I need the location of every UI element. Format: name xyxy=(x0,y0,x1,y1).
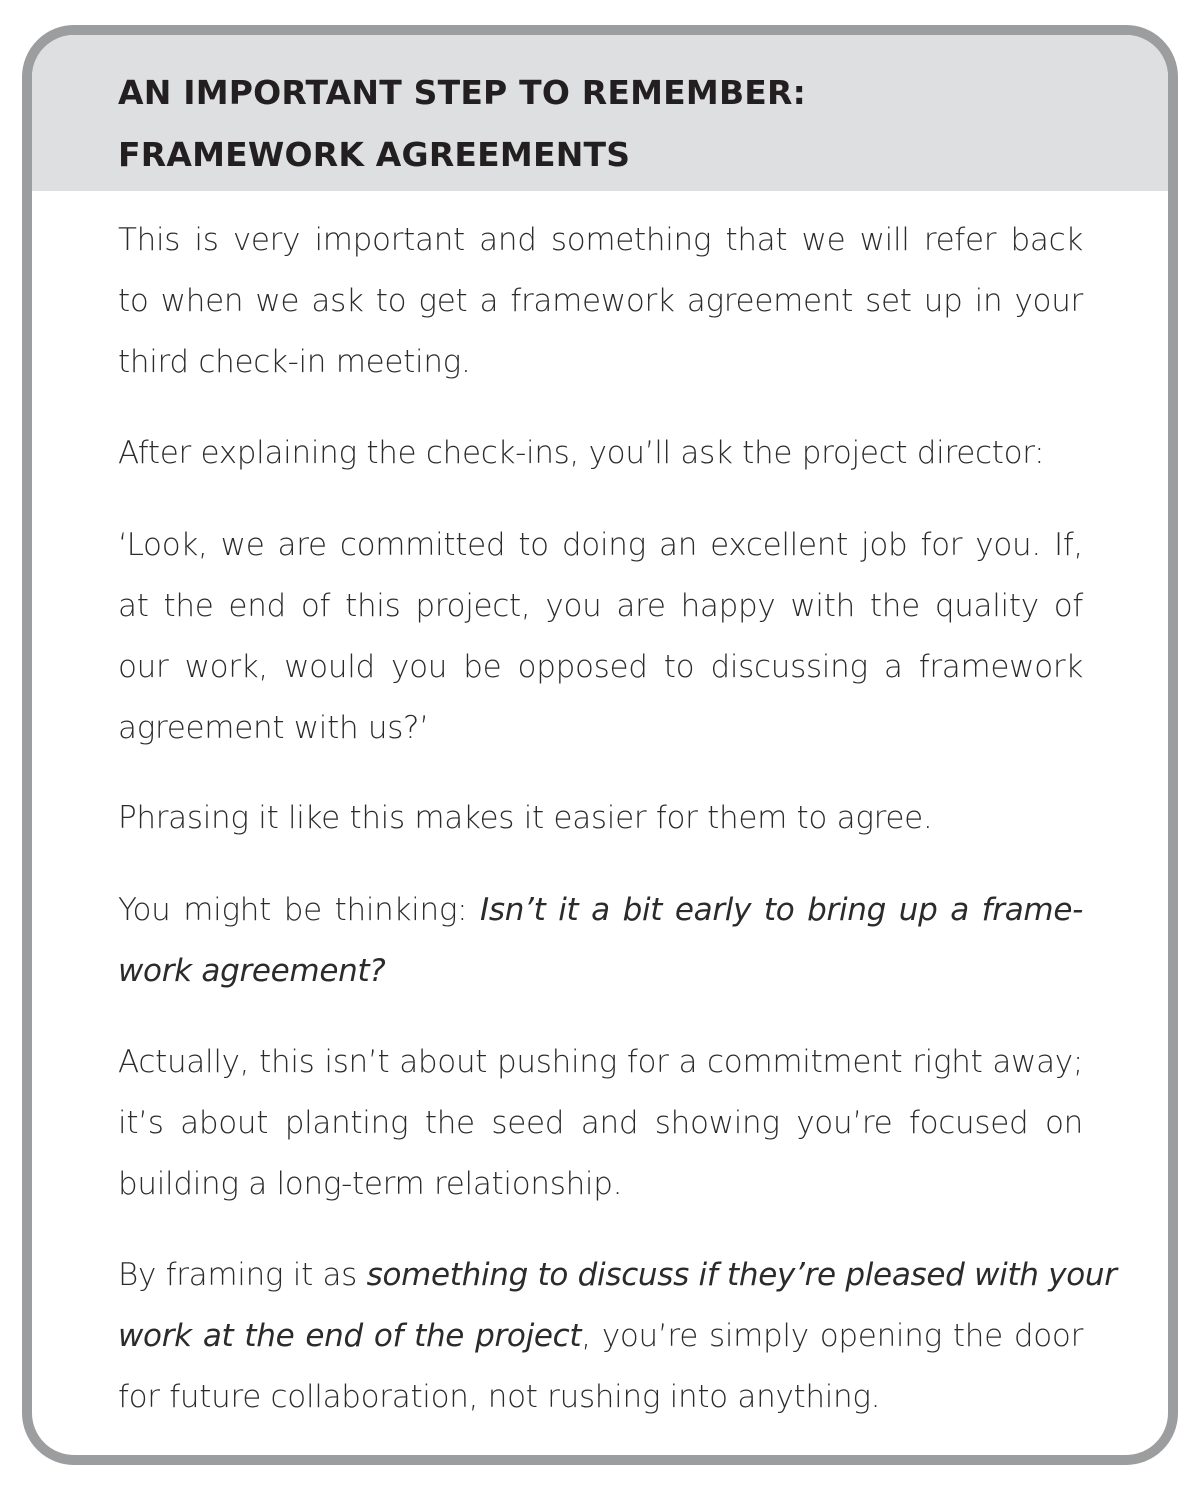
paragraph-1-line-3 xyxy=(118,341,1083,383)
italic-text: Isn’t it a bit early to bring up a frame- xyxy=(480,892,1083,928)
body-text: ‘Look, we are committed to doing an excellent job for you. If, xyxy=(118,527,1083,563)
paragraph-2-line-1 xyxy=(118,432,1083,474)
body-text: This is very important and something that we will refer back xyxy=(118,222,1083,258)
paragraph-6-line-3 xyxy=(118,1163,1083,1205)
paragraph-7-line-3 xyxy=(118,1376,1083,1418)
italic-text: work agreement? xyxy=(118,953,386,989)
paragraph-3-line-4 xyxy=(118,707,1083,749)
body-text: agreement with us?’ xyxy=(118,710,429,746)
paragraph-6-line-2 xyxy=(118,1102,1083,1144)
body-text: third check-in meeting. xyxy=(118,344,471,380)
paragraph-3-line-2 xyxy=(118,585,1083,627)
body-text: Actually, this isn’t about pushing for a commitment right away; xyxy=(118,1044,1083,1080)
body-text: our work, would you be opposed to discussing a framework xyxy=(118,649,1083,685)
paragraph-3-line-3 xyxy=(118,646,1083,688)
callout-header xyxy=(32,35,1168,191)
body-text: You might be thinking: xyxy=(118,892,481,928)
paragraph-7-line-2 xyxy=(118,1315,1083,1357)
body-text: , you’re simply opening the door xyxy=(581,1318,1084,1354)
italic-text: something to discuss if they’re pleased with your xyxy=(366,1257,1117,1293)
body-text: at the end of this project, you are happy with the quality of xyxy=(118,588,1083,624)
paragraph-4-line-1 xyxy=(118,797,1083,839)
framework-agreements-callout-box xyxy=(22,25,1178,1465)
body-text: building a long-term relationship. xyxy=(118,1166,623,1202)
body-text: After explaining the check-ins, you’ll ask the project director: xyxy=(118,435,1045,471)
paragraph-1-line-2 xyxy=(118,280,1083,322)
paragraph-7-line-1 xyxy=(118,1254,1117,1296)
callout-title-line-2: FRAMEWORK AGREEMENTS xyxy=(118,135,631,174)
body-text: Phrasing it like this makes it easier for them to agree. xyxy=(118,800,933,836)
italic-text: work at the end of the project xyxy=(118,1318,582,1354)
paragraph-6-line-1 xyxy=(118,1041,1083,1083)
callout-title-line-1: AN IMPORTANT STEP TO REMEMBER: xyxy=(118,73,807,112)
body-text: to when we ask to get a framework agreement set up in your xyxy=(118,283,1083,319)
paragraph-3-line-1 xyxy=(118,524,1083,566)
paragraph-5-line-2 xyxy=(118,950,1083,992)
body-text: for future collaboration, not rushing into anything. xyxy=(118,1379,881,1415)
body-text: it’s about planting the seed and showing you’re focused on xyxy=(118,1105,1083,1141)
paragraph-1-line-1 xyxy=(118,219,1083,261)
paragraph-5-line-1 xyxy=(118,889,1083,931)
body-text: By framing it as xyxy=(118,1257,367,1293)
